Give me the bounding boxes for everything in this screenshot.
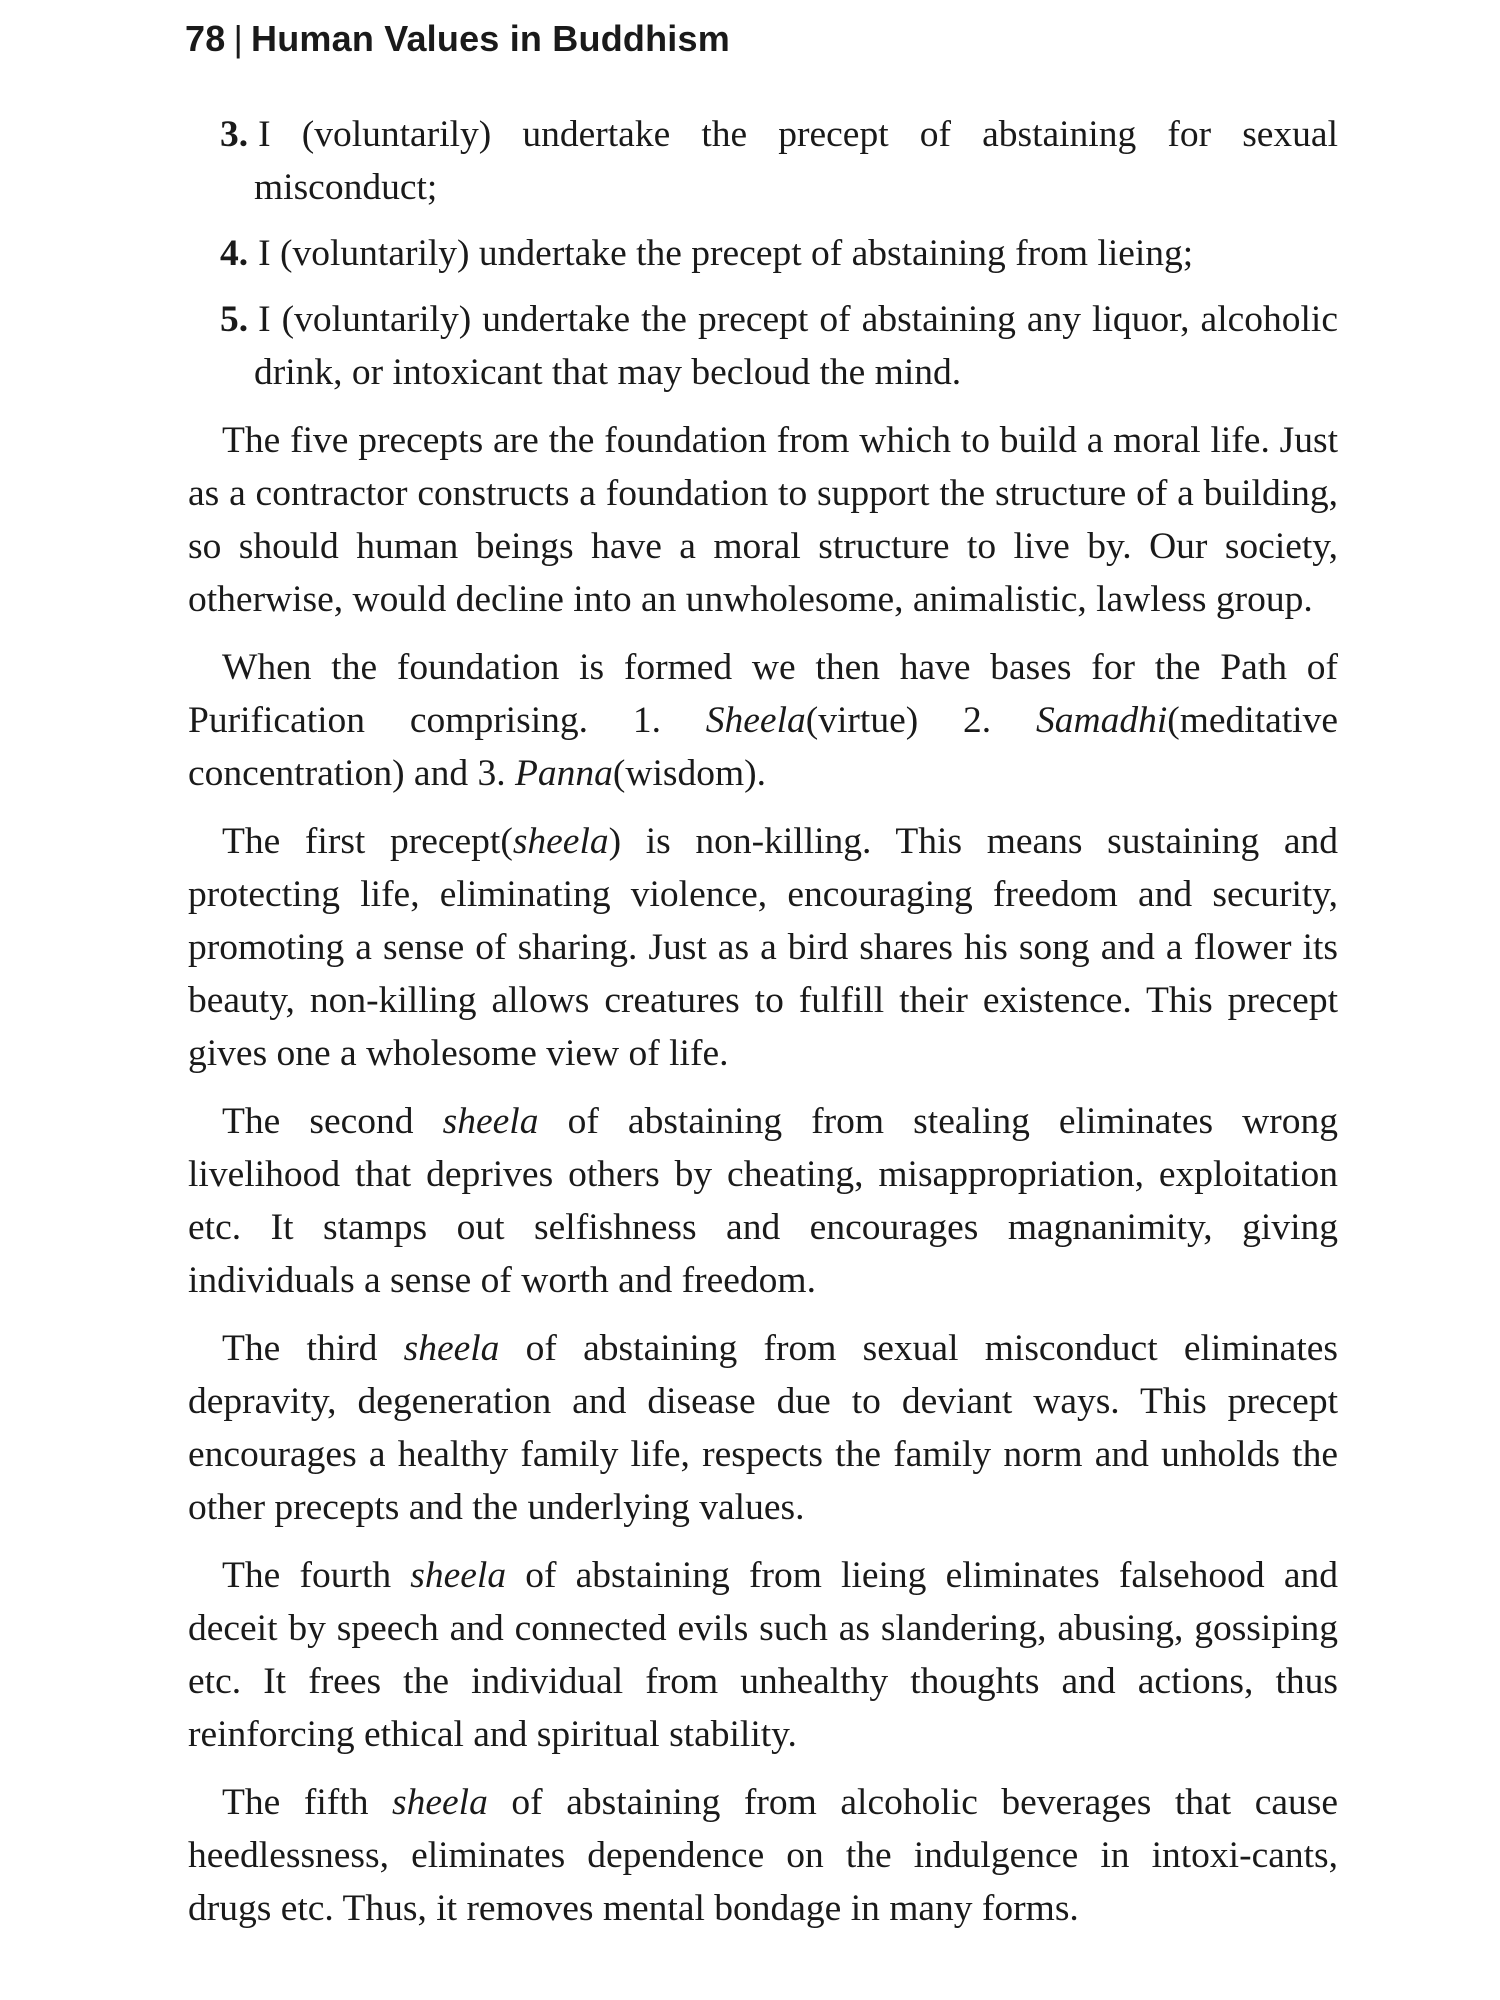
paragraph-text: ) is non-killing. This means sustaining and protecting life, eliminating violence, encouraging freedom and security, promoting a sense of sharing. Just as a bird shares his song and a flower its beauty, non-killing allows creatures to fulfill their existence. This precept gives one a wholesome view of life. [188,821,1338,1074]
term-sheela: sheela [392,1782,488,1823]
list-number: 5. [220,299,249,340]
paragraph-text: When the foundation is formed we then have bases for the Path of Purification comprising. 1. [188,647,1338,741]
paragraph-first-precept [188,815,1338,1080]
paragraph-path-of-purification [188,641,1338,800]
list-number: 4. [220,233,249,274]
paragraph-third-sheela [188,1322,1338,1534]
paragraph-text: The first precept( [222,821,513,862]
paragraph-text: of abstaining from sexual misconduct eliminates depravity, degeneration and disease due to deviant ways. This precept encourages a healthy family life, respects the family norm and unholds the other precepts and the underlying values. [188,1328,1338,1528]
paragraph-text: (meditative concentration) and 3. [188,700,1338,794]
paragraph-text: The fifth [222,1782,393,1823]
paragraph-second-sheela [188,1095,1338,1307]
running-head [185,18,730,60]
term-sheela: sheela [512,821,609,862]
paragraph-fourth-sheela [188,1549,1338,1761]
paragraph-text: of abstaining from lieing eliminates falsehood and deceit by speech and connected evils such as slandering, abusing, gossiping etc. It frees the individual from unhealthy thoughts and actions, thus reinforcing ethical and spiritual stability. [188,1555,1338,1755]
list-item-precept-4 [188,227,1338,280]
term-sheela: sheela [403,1328,500,1369]
page-body [188,108,1338,1950]
page-number: 78 [185,18,226,59]
list-item-precept-5 [188,293,1338,399]
paragraph-text: The fourth [222,1555,411,1596]
list-number: 3. [220,114,249,155]
paragraph-fifth-sheela [188,1776,1338,1935]
paragraph-text: of abstaining from stealing eliminates wrong livelihood that deprives others by cheating, misappropriation, exploitation etc. It stamps out selfishness and encourages magnanimity, giving individuals a sense of worth and freedom. [188,1101,1338,1301]
paragraph-text: (virtue) 2. [805,700,1036,741]
list-item-precept-3 [188,108,1338,214]
term-samadhi: Samadhi [1035,700,1168,741]
paragraph-text: The third [222,1328,404,1369]
list-text: I (voluntarily) undertake the precept of abstaining from lieing; [258,233,1194,274]
term-panna: Panna [514,753,613,794]
paragraph-text: (wisdom). [612,753,766,794]
paragraph-foundation: The five precepts are the foundation from which to build a moral life. Just as a contractor constructs a foundation to support the structure of a building, so should human beings have a moral structure to live by. Our society, otherwise, would decline into an unwholesome, animalistic, lawless group. [188,420,1338,620]
paragraph-text: The second [222,1101,443,1142]
list-text: I (voluntarily) undertake the precept of abstaining for sexual misconduct; [254,114,1338,208]
book-title: Human Values in Buddhism [251,18,730,59]
header-separator: | [233,18,244,59]
term-sheela: sheela [410,1555,507,1596]
list-text: I (voluntarily) undertake the precept of abstaining any liquor, alcoholic drink, or intoxicant that may becloud the mind. [254,299,1338,393]
term-sheela: sheela [442,1101,539,1142]
term-sheela: Sheela [705,700,806,741]
paragraph-text: of abstaining from alcoholic beverages that cause heedlessness, eliminates dependence on the indulgence in intoxi-cants, drugs etc. Thus, it removes mental bondage in many forms. [188,1782,1338,1929]
